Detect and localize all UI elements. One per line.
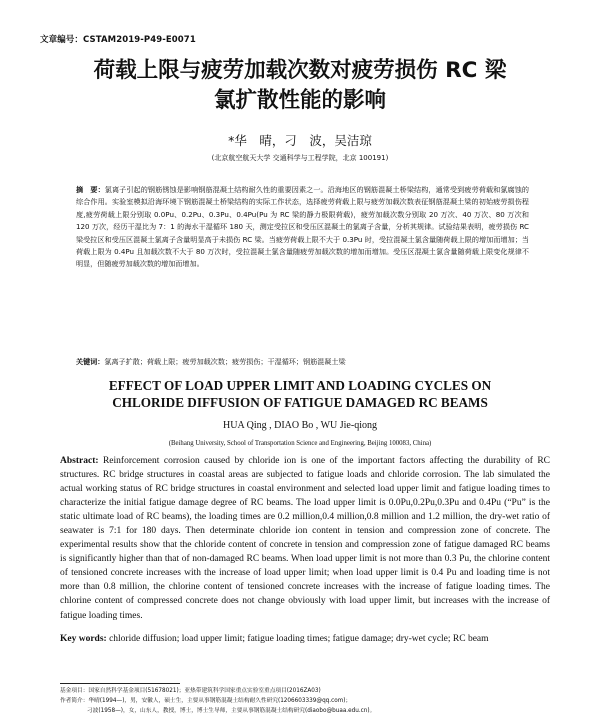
keywords-english-label: Key words: [60, 634, 107, 644]
footnote-divider [60, 683, 180, 684]
title-english-line2: CHLORIDE DIFFUSION OF FATIGUE DAMAGED RC BEAMS [112, 395, 488, 410]
keywords-english [60, 634, 550, 644]
abstract-chinese-label: 摘 要： [76, 185, 105, 194]
abstract-english-text: Reinforcement corrosion caused by chloride ion is one of the important factors affecting the durability of RC structures. RC bridge structures in coastal areas are subjected to fatigue loads and chloride corrosion. The lab simulated the actual working status of RC bridge structures in coastal environment and selected load upper limit and fatigue loading times to characterize the initial fatigue damage degree of RC beams. The load upper limit is 0.0Pu,0.2Pu,0.3Pu and 0.4Pu (“Pu” is the static ultimate load of RC beams), the loading times are 0.2 million,0.4 million,0.8 million and 1.2 million, the dry-wet ratio of seawater is 7:1 for 180 days. Then determinate chloride ion content in tension and compression zone of concrete. The experimental results show that the chloride content of concrete in tension and compression zone of fatigue damaged RC beams is significantly higher than that of non-damaged RC beams. When load upper limit is not more than 0.3 Pu, the chlorine content of tensioned concrete increases with the increase of load upper limit; when load upper limit is 0.4 Pu and loading time is not more than 0.8 million, the chlorine content of tensioned concrete increases with the increase of fatigue loading times. The chlorine content of compressed concrete does not change obviously with load upper limit, but increases with the increase of fatigue loading times. [60, 456, 551, 621]
authors-chinese: *华 晴，刁 波，吴洁琼 [228, 133, 372, 148]
footnotes [60, 686, 560, 716]
footnote-author2: 刁波(1958—)，女，山东人，教授，博士，博士生导师，主要从事钢筋混凝土结构研究(diaobo@buaa.edu.cn)。 [87, 708, 376, 714]
article-number: 文章编号：CSTAM2019-P49-E0071 [40, 35, 196, 45]
abstract-chinese [76, 184, 529, 271]
title-english-line1: EFFECT OF LOAD UPPER LIMIT AND LOADING CYCLES ON [108, 378, 492, 393]
keywords-english-text: chloride diffusion; load upper limit; fatigue loading times; fatigue damage; dry-wet cycle; RC beam [109, 634, 489, 644]
keywords-chinese-label: 关键词： [76, 357, 105, 366]
keywords-chinese [76, 357, 536, 367]
authors-english: HUA Qing , DIAO Bo , WU Jie-qiong [223, 420, 377, 431]
title-chinese-line1: 荷载上限与疲劳加载次数对疲劳损伤 RC 梁 [93, 58, 507, 83]
title-chinese [40, 56, 560, 116]
footnote-fund: 基金项目：国家自然科学基金项目(51678021)；亚热带建筑科学国家重点实验室重点项目(2016ZA03) [60, 688, 321, 694]
abstract-english-label: Abstract: [60, 456, 99, 466]
affiliation-chinese: (北京航空航天大学 交通科学与工程学院，北京 100191) [211, 154, 389, 162]
keywords-chinese-text: 氯离子扩散；荷载上限；疲劳加载次数；疲劳损伤；干湿循环；钢筋混凝土梁 [104, 357, 346, 366]
affiliation-english: (Beihang University, School of Transportation Science and Engineering, Beijing 100083, China) [168, 440, 432, 447]
title-english [40, 377, 560, 411]
abstract-chinese-text: 氯离子引起的钢筋锈蚀是影响钢筋混凝土结构耐久性的重要因素之一。沿海地区的钢筋混凝土桥梁结构，通常受到疲劳荷载和氯腐蚀的综合作用。实验室模拟沿海环境下钢筋混凝土桥梁结构的实际工作状态，选择疲劳荷载上限与疲劳加载次数表征钢筋混凝土梁的初始疲劳损伤程度,疲劳荷载上限分别取 0.0Pu、0.2Pu、0.3Pu、0.4Pu(Pu 为 RC 梁的静力极限荷载)，疲劳加载次数分别取 20 万次、40 万次、80 万次和 120 万次，经历干湿比为 7：1 的海水干湿循环 180 天，测定受拉区和受压区混凝土的氯离子含量，分析其规律。试验结果表明，疲劳损伤 RC 梁受拉区和受压区混凝土氯离子含量明显高于未损伤 RC 梁。当疲劳荷载上限不大于 0.3Pu 时，受拉混凝土氯含量随荷载上限的增加而增加；当荷载上限为 0.4Pu 且加载次数不大于 80 万次时，受拉混凝土氯含量随疲劳加载次数的增加而增加。受压区混凝土氯含量随荷载上限变化规律不明显，但随疲劳加载次数的增加而增加。 [76, 185, 530, 269]
title-chinese-line2: 氯扩散性能的影响 [213, 88, 386, 113]
abstract-english [60, 454, 550, 623]
footnote-author1: 作者简介：华晴(1994—)，男，安徽人，硕士生，主要从事钢筋混凝土结构耐久性研究(1206603339@qq.com)； [60, 698, 352, 704]
